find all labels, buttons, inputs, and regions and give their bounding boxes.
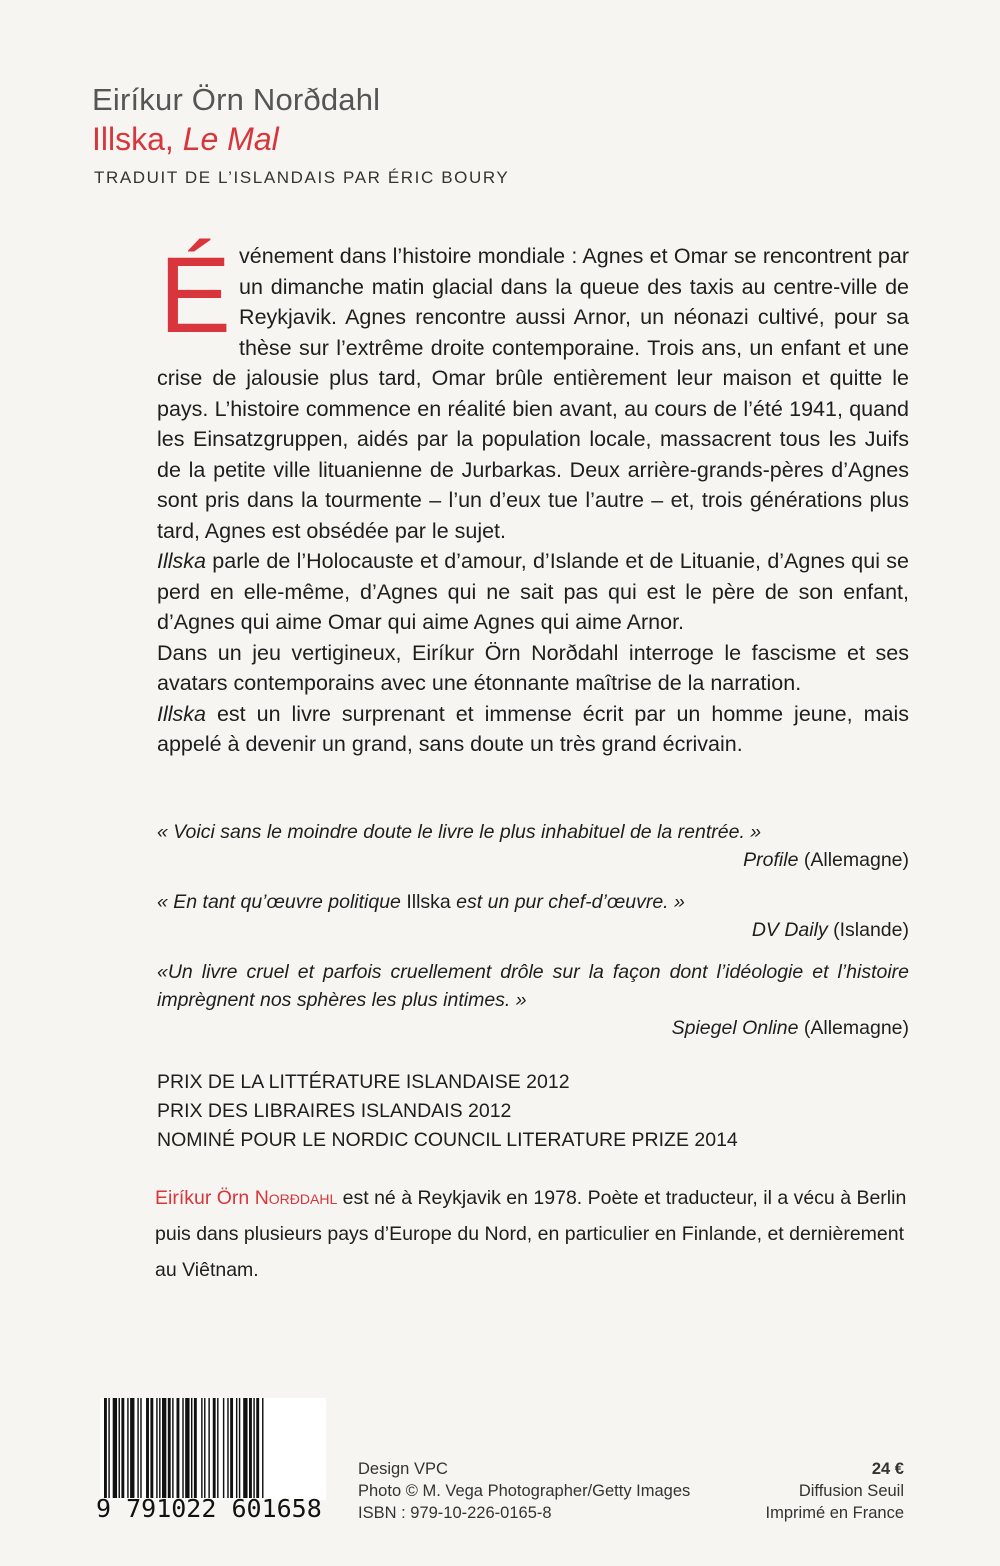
quote-text: «Un livre cruel et parfois cruellement drôle sur la façon dont l’idéologie et l’histoire imprègnent nos sphères les plus intimes. » bbox=[157, 961, 909, 1011]
barcode-bar bbox=[156, 1398, 157, 1498]
photo-credit: Photo © M. Vega Photographer/Getty Images bbox=[358, 1482, 691, 1500]
title-mention: Illska bbox=[157, 549, 206, 573]
book-title bbox=[92, 121, 279, 158]
barcode-bar bbox=[177, 1398, 180, 1498]
barcode-bar bbox=[204, 1398, 205, 1498]
quote bbox=[157, 818, 909, 874]
author-bio bbox=[155, 1180, 915, 1288]
barcode-bar bbox=[213, 1398, 216, 1498]
quote bbox=[157, 958, 909, 1042]
design-credit: Design VPC bbox=[358, 1460, 448, 1478]
quote-text: « En tant qu’œuvre politique Illska est un pur chef-d’œuvre. » bbox=[157, 891, 685, 913]
summary-paragraph-4-text: est un livre surprenant et immense écrit par un homme jeune, mais appelé à devenir un grand, sans doute un très grand écrivain. bbox=[157, 701, 909, 756]
barcode-bar bbox=[191, 1398, 192, 1498]
prize-item: NOMINÉ POUR LE NORDIC COUNCIL LITERATURE PRIZE 2014 bbox=[157, 1129, 738, 1151]
barcode-bar bbox=[168, 1398, 171, 1498]
barcode-bar bbox=[262, 1398, 263, 1498]
prize-item: PRIX DES LIBRAIRES ISLANDAIS 2012 bbox=[157, 1100, 512, 1122]
summary-paragraph-3: Dans un jeu vertigineux, Eiríkur Örn Norðdahl interroge le fascisme et ses avatars contemporains avec une étonnante maîtrise de la narration. bbox=[157, 640, 909, 695]
barcode-bar bbox=[137, 1398, 138, 1498]
barcode-bar bbox=[249, 1398, 252, 1498]
dropcap: É bbox=[159, 234, 232, 355]
barcode-bar bbox=[230, 1398, 233, 1498]
barcode-bar bbox=[113, 1398, 117, 1498]
barcode-bar bbox=[227, 1398, 228, 1498]
quote-source: DV Daily (Islande) bbox=[751, 919, 909, 941]
translator-credit: TRADUIT DE L’ISLANDAIS PAR ÉRIC BOURY bbox=[94, 168, 510, 187]
barcode-bar bbox=[223, 1398, 224, 1498]
barcode-bar bbox=[162, 1398, 166, 1498]
barcode-bar bbox=[185, 1398, 189, 1498]
barcode-bar bbox=[150, 1398, 153, 1498]
quote-source: Profile (Allemagne) bbox=[743, 849, 909, 871]
barcode-bar bbox=[127, 1398, 128, 1498]
barcode-bar bbox=[201, 1398, 202, 1498]
barcode-bar bbox=[172, 1398, 173, 1498]
price: 24 € bbox=[871, 1460, 904, 1478]
summary-paragraph-2-text: parle de l’Holocauste et d’amour, d’Islande et de Lituanie, d’Agnes qui se perd en elle-même, d’Agnes qui ne sait pas qui est le père de son enfant, d’Agnes qui aime Omar qui aime Agnes qui aime Arnor. bbox=[157, 549, 909, 634]
printed-in: Imprimé en France bbox=[765, 1504, 904, 1522]
barcode-bar bbox=[256, 1398, 259, 1498]
barcode-bar bbox=[146, 1398, 149, 1498]
barcode-bar bbox=[121, 1398, 124, 1498]
barcode-bar bbox=[208, 1398, 209, 1498]
press-quotes bbox=[157, 818, 909, 1056]
quote-source: Spiegel Online (Allemagne) bbox=[671, 1017, 909, 1039]
barcode-number: 9 791022 601658 bbox=[96, 1494, 322, 1523]
barcode bbox=[100, 1398, 326, 1500]
summary-paragraph-4 bbox=[157, 699, 909, 760]
title-subtitle: Le Mal bbox=[182, 121, 279, 157]
prize-item: PRIX DE LA LITTÉRATURE ISLANDAISE 2012 bbox=[157, 1071, 570, 1093]
barcode-bar bbox=[130, 1398, 134, 1498]
credits bbox=[358, 1458, 690, 1524]
isbn: ISBN : 979-10-226-0165-8 bbox=[358, 1504, 552, 1522]
barcode-bar bbox=[119, 1398, 120, 1498]
distribution: Diffusion Seuil bbox=[798, 1482, 904, 1500]
barcode-bar bbox=[182, 1398, 183, 1498]
barcode-bar bbox=[253, 1398, 254, 1498]
bio-text: est né à Reykjavik en 1978. Poète et traducteur, il a vécu à Berlin puis dans plusieurs pays d’Europe du Nord, en particulier en Finlande, et dernièrement au Viêtnam. bbox=[155, 1187, 907, 1281]
quote-text: « Voici sans le moindre doute le livre le plus inhabituel de la rentrée. » bbox=[157, 821, 762, 843]
summary-paragraph-2 bbox=[157, 546, 909, 638]
summary-paragraph-1: vénement dans l’histoire mondiale : Agnes et Omar se rencontrent par un dimanche matin glacial dans la queue des taxis au centre-ville de Reykjavik. Agnes rencontre aussi Arnor, un néonazi cultivé, pour sa thèse sur l’extrême droite contemporaine. Trois ans, un enfant et une crise de jalousie plus tard, Omar brûle entièrement leur maison et quitte le pays. L’histoire commence en réalité bien avant, au cours de l’été 1941, quand les Einsatzgruppen, aidés par la population locale, massacrent tous les Juifs de la petite ville lituanienne de Jurbarkas. Deux arrière-grands-pères d’Agnes sont pris dans la tourmente – l’un d’eux tue l’autre – et, trois générations plus tard, Agnes est obsédée par le sujet. bbox=[157, 244, 909, 543]
quote bbox=[157, 888, 909, 944]
barcode-bar bbox=[239, 1398, 240, 1498]
prizes bbox=[157, 1068, 917, 1155]
barcode-bar bbox=[140, 1398, 141, 1498]
barcode-bar bbox=[236, 1398, 237, 1498]
barcode-bar bbox=[104, 1398, 107, 1498]
barcode-bar bbox=[194, 1398, 197, 1498]
barcode-bar bbox=[108, 1398, 109, 1498]
title-main: Illska, bbox=[92, 121, 174, 157]
summary bbox=[157, 234, 909, 760]
author-name: Eiríkur Örn Norðdahl bbox=[92, 82, 381, 117]
barcode-bar bbox=[159, 1398, 160, 1498]
publisher-info bbox=[766, 1458, 904, 1524]
bio-author-name: Eiríkur Örn Norðdahl bbox=[155, 1187, 338, 1209]
title-mention: Illska bbox=[157, 701, 206, 726]
barcode-bar bbox=[243, 1398, 247, 1498]
barcode-bar bbox=[217, 1398, 218, 1498]
